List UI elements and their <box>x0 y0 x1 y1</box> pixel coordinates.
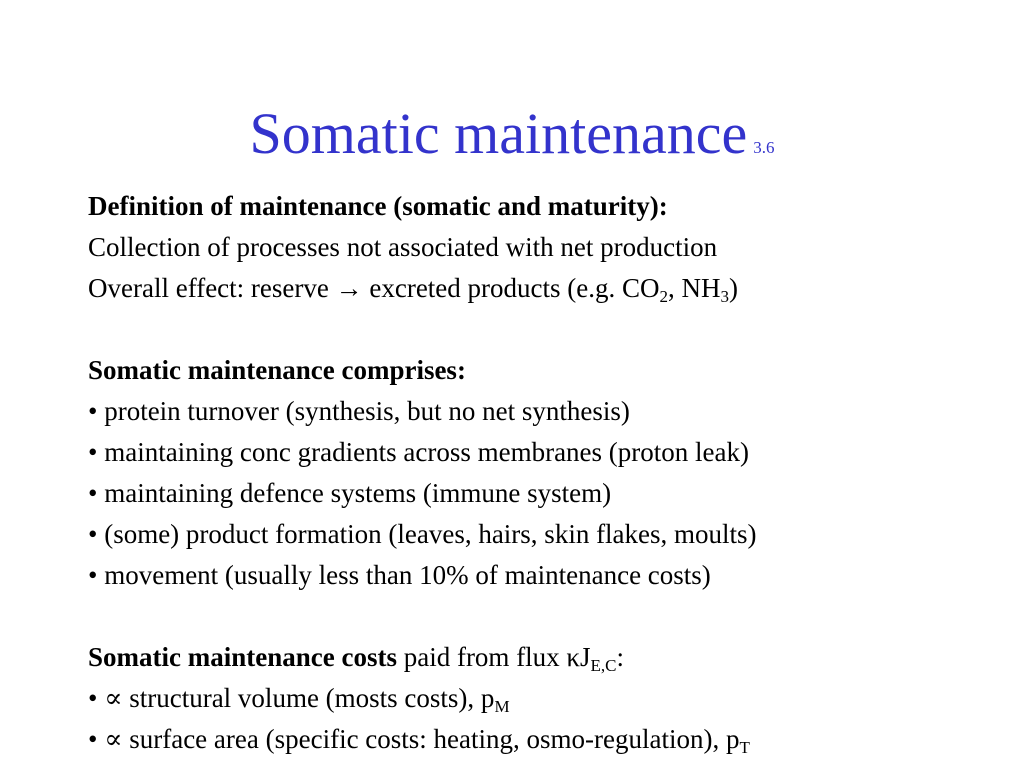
slide-reference-number: 3.6 <box>753 138 775 157</box>
list-item: • maintaining defence systems (immune system) <box>88 478 612 508</box>
costs-heading-bold: Somatic maintenance costs <box>88 642 397 672</box>
costs-item-2-text: • ∝ surface area (specific costs: heating, osmo-regulation), p <box>88 724 740 754</box>
spacer <box>88 596 1008 637</box>
slide-title-text: Somatic maintenance <box>249 101 748 166</box>
definition-line-2 <box>88 268 1008 309</box>
slide-body <box>88 186 1008 760</box>
list-item: • protein turnover (synthesis, but no net synthesis) <box>88 396 630 426</box>
definition-line-2-prefix: Overall effect: reserve <box>88 273 336 303</box>
definition-line-1: Collection of processes not associated with net production <box>88 232 718 262</box>
definition-line-2-suffix: ) <box>729 273 739 303</box>
costs-item-2-subscript: T <box>739 738 750 757</box>
list-item: • movement (usually less than 10% of maintenance costs) <box>88 560 711 590</box>
spacer <box>88 309 1008 350</box>
costs-heading <box>88 637 1008 678</box>
definition-heading: Definition of maintenance (somatic and maturity): <box>88 191 668 221</box>
comprises-heading: Somatic maintenance comprises: <box>88 355 466 385</box>
definition-line-2-mid: excreted products (e.g. CO <box>362 273 660 303</box>
nh3-subscript: 3 <box>720 287 730 306</box>
list-item <box>88 719 1008 760</box>
costs-heading-end: : <box>616 642 625 672</box>
costs-item-1-text: • ∝ structural volume (mosts costs), p <box>88 683 495 713</box>
costs-heading-rest: paid from flux κJ <box>396 642 591 672</box>
list-item: • (some) product formation (leaves, hairs, skin flakes, moults) <box>88 519 757 549</box>
costs-item-1-subscript: M <box>494 697 510 716</box>
definition-line-2-sep: , NH <box>668 273 721 303</box>
arrow-icon: → <box>335 273 363 303</box>
co2-subscript: 2 <box>659 287 669 306</box>
flux-subscript: E,C <box>590 656 617 675</box>
slide-title <box>0 98 1024 184</box>
list-item: • maintaining conc gradients across membranes (proton leak) <box>88 437 749 467</box>
list-item <box>88 678 1008 719</box>
